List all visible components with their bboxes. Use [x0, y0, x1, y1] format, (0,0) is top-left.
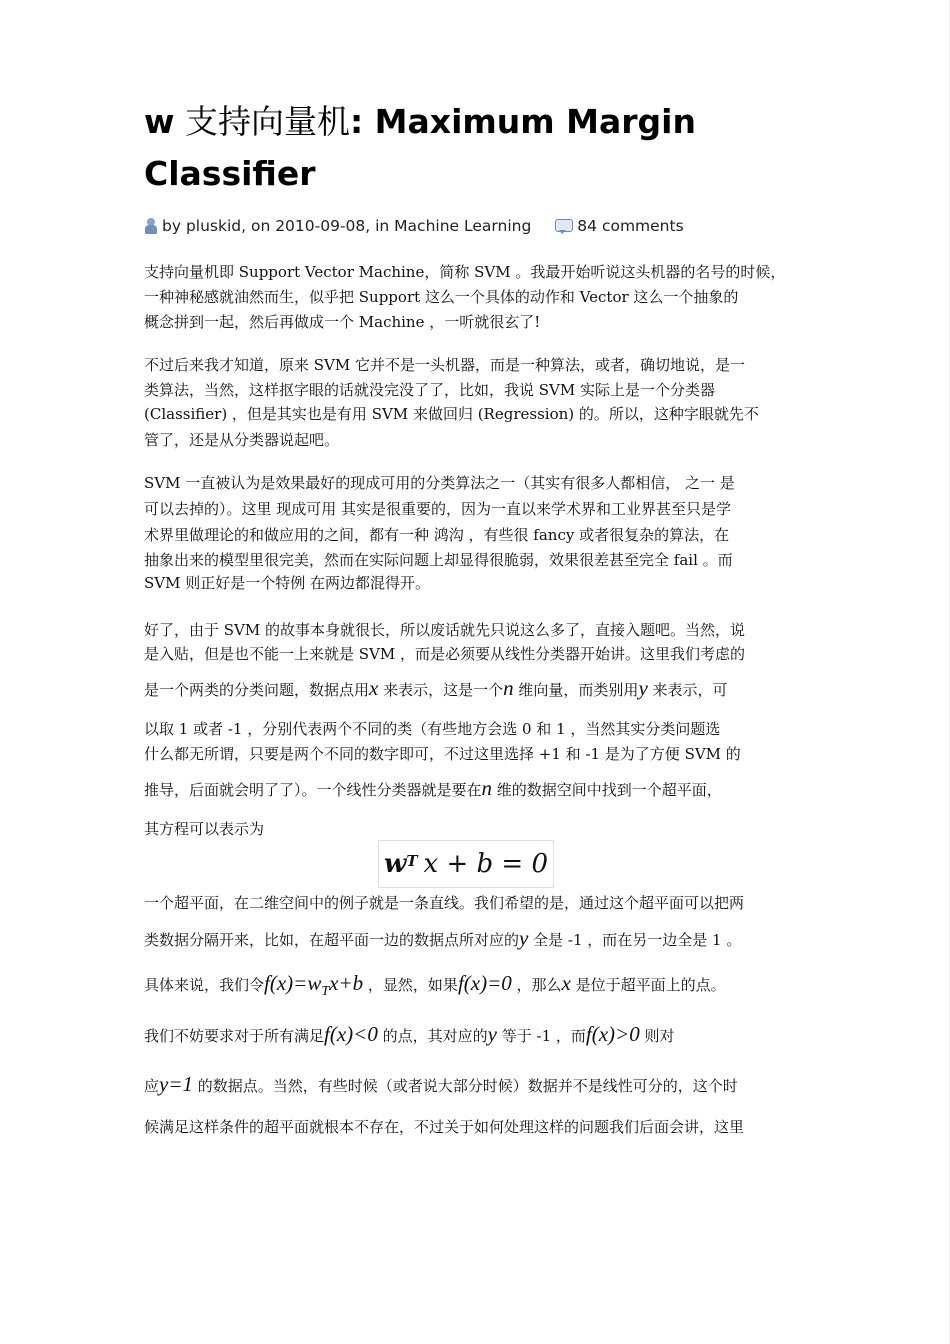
text-line: (Classifier) ，但是其实也是有用 SVM 来做回归 (Regression) 的。所以，这种字眼就先不 — [144, 405, 759, 423]
text-line: 可以去掉的）。这里 现成可用 其实是很重要的，因为一直以来学术界和工业界甚至只是学 — [144, 500, 732, 518]
text-line: 支持向量机即 Support Vector Machine，简称 SVM 。我最开始听说这头机器的名号的时候， — [144, 263, 786, 281]
text-line: 其方程可以表示为 — [144, 820, 265, 838]
text-line: 什么都无所谓，只要是两个不同的数字即可，不过这里选择 +1 和 -1 是为了方便 SVM 的 — [144, 745, 741, 763]
text-line: 好了，由于 SVM 的故事本身就很长，所以废话就先只说这么多了，直接入题吧。当然，说 — [144, 621, 746, 639]
text-line: 我们不妨要求对于所有满足f(x)<0 的点，其对应的y 等于 -1 ，而f(x)>0 则对 — [144, 1022, 675, 1046]
text-line: 是一个两类的分类问题，数据点用x 来表示，这是一个n 维向量，而类别用y 来表示，可 — [144, 676, 728, 700]
post-meta — [144, 215, 684, 237]
text-line: 管了，还是从分类器说起吧。 — [144, 431, 340, 449]
text-line: 一个超平面，在二维空间中的例子就是一条直线。我们希望的是，通过这个超平面可以把两 — [144, 894, 745, 912]
text-line: 推导，后面就会明了了）。一个线性分类器就是要在n 维的数据空间中找到一个超平面， — [144, 776, 722, 800]
math-fx: f(x)=w — [264, 971, 322, 995]
comment-bubble-icon — [555, 219, 573, 234]
hyperplane-equation: w $^T$ x + b = 0 — [378, 840, 554, 888]
text-line: 概念拼到一起，然后再做成一个 Machine ，一听就很玄了! — [144, 313, 541, 331]
math-x: x — [561, 971, 571, 995]
math-y: y — [519, 926, 529, 950]
text-line: 术界里做理论的和做应用的之间，都有一种 鸿沟 ，有些很 fancy 或者很复杂的算法，在 — [144, 526, 730, 544]
math-x: x — [369, 676, 379, 700]
math-fx-neg: f(x)<0 — [324, 1022, 378, 1046]
text-line: 抽象出来的模型里很完美，然而在实际问题上却显得很脆弱，效果很差甚至完全 fail 。而 — [144, 551, 733, 569]
math-n: n — [503, 676, 514, 700]
user-icon — [144, 217, 158, 235]
math-y-eq-1: y=1 — [159, 1072, 194, 1096]
text-line: 类数据分隔开来，比如，在超平面一边的数据点所对应的y 全是 -1 ，而在另一边全是 1 。 — [144, 926, 742, 950]
math-y: y — [638, 676, 648, 700]
text-line: 应y=1 的数据点。当然，有些时候（或者说大部分时候）数据并不是线性可分的，这个时 — [144, 1072, 738, 1096]
text-line: 具体来说，我们令f(x)=wTx+b ，显然，如果f(x)=0 ，那么x 是位于超平面上的点。 — [144, 971, 726, 999]
math-y: y — [487, 1022, 497, 1046]
byline[interactable]: by pluskid, on 2010-09-08, in Machine Learning — [162, 217, 532, 235]
math-n: n — [481, 776, 493, 800]
text-line: SVM 则正好是一个特例 在两边都混得开。 — [144, 574, 431, 592]
text-line: 不过后来我才知道，原来 SVM 它并不是一头机器，而是一种算法，或者，确切地说，是一 — [144, 356, 746, 374]
text-line: 类算法，当然，这样抠字眼的话就没完没了了，比如，我说 SVM 实际上是一个分类器 — [144, 381, 716, 399]
text-line: 一种神秘感就油然而生，似乎把 Support 这么一个具体的动作和 Vector 这么一个抽象的 — [144, 288, 739, 306]
comments-link[interactable]: 84 comments — [577, 217, 684, 235]
text-line: 是入贴，但是也不能一上来就是 SVM ，而是必须要从线性分类器开始讲。这里我们考虑的 — [144, 645, 746, 663]
text-line: 候满足这样条件的超平面就根本不存在，不过关于如何处理这样的问题我们后面会讲，这里 — [144, 1118, 745, 1136]
math-fx-zero: f(x)=0 — [457, 971, 512, 995]
text-line: 以取 1 或者 -1 ，分别代表两个不同的类（有些地方会选 0 和 1 ，当然其实分类问题选 — [144, 720, 721, 738]
article-title: w 支持向量机: Maximum Margin Classifier — [144, 102, 696, 193]
text-line: SVM 一直被认为是效果最好的现成可用的分类算法之一（其实有很多人都相信， 之一 是 — [144, 474, 735, 492]
math-fx-pos: f(x)>0 — [585, 1022, 640, 1046]
